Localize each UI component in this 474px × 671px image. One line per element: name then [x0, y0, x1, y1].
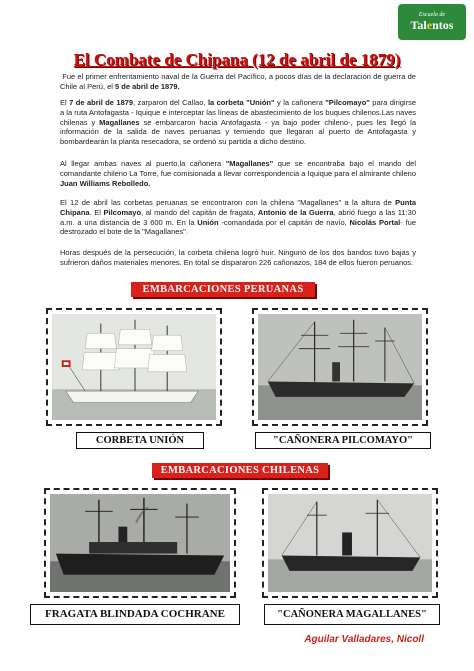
photo-fragata-cochrane: [44, 488, 236, 598]
paragraph-battle: El 12 de abril las corbetas peruanas se encontraron con la chilena "Magallanes" a la altura de Punta Chipana. El Pilcomayo, al mando del capitán de fragata, Antonio de la Guerra, abrió fuego a las 11:30 a.m. a una distancia de 3 600 m. En la Unión -comandada por el capitán de navío, Nicolás Portal- fue destrozado el bote de la "Magallanes".: [60, 198, 416, 237]
photo-canonera-magallanes: [262, 488, 438, 598]
ship-illustration-union: [52, 314, 216, 420]
caption-canonera-magallanes: "CAÑONERA MAGALLANES": [264, 604, 440, 625]
page-title: El Combate de Chipana (12 de abril de 1879): [73, 50, 401, 69]
logo-line1: Escuela de: [418, 11, 446, 18]
ship-illustration-magallanes: [268, 494, 432, 592]
paragraph-departure: El 7 de abril de 1879, zarparon del Callao, la corbeta "Unión" y la cañonera "Pilcomayo" para dirigirse a la ruta Antofagasta - Iquique e interceptar las líneas de abastecimiento de los buques chilenos.Las naves chilenas y Magallanes se embarcaron hacia Antofagasta - ya bajo poder chileno-, pues les llegó la información de la salida de naves peruanas y temiendo que llegaran al puerto de Antofagasta y bombardearán la planta resecadora, se ordenó su partida a dicho destino.: [60, 98, 417, 147]
photo-corbeta-union: [46, 308, 222, 426]
banner-peruvian-ships: EMBARCACIONES PERUANAS: [131, 282, 315, 297]
author-signature: Aguilar Valladares, Nicoll: [304, 634, 424, 645]
paragraph-arrival: Al llegar ambas naves al puerto,la cañonera "Magallanes" que se encontraba bajo el mando del comandante chileno La Torre, fue comisionada a llevar correspondencia a Iquique para el almirante chileno Juan Williams Rebolledo.: [60, 159, 417, 188]
caption-corbeta-union: CORBETA UNIÓN: [76, 432, 204, 449]
banner-chilean-ships: EMBARCACIONES CHILENAS: [152, 463, 328, 478]
caption-canonera-pilcomayo: "CAÑONERA PILCOMAYO": [255, 432, 431, 449]
logo-line2: Talentos: [410, 17, 454, 32]
ship-illustration-pilcomayo: [258, 314, 422, 420]
ship-illustration-cochrane: [50, 494, 230, 592]
caption-fragata-cochrane: FRAGATA BLINDADA COCHRANE: [30, 604, 240, 625]
photo-canonera-pilcomayo: [252, 308, 428, 426]
school-logo: [398, 4, 466, 40]
paragraph-outcome: Horas después de la persecución, la corbeta chilena logró huir. Ninguno de los dos bandos tuvo bajas y sufrieron daños materiales menores. En total se dispararon 226 cañonazos, 184 de ellos fueron peruanos.: [60, 248, 416, 267]
paragraph-intro: Fue el primer enfrentamiento naval de la Guerra del Pacífico, a pocos días de la declaración de guerra de Chile al Perú, el 5 de abril de 1879.: [60, 72, 416, 91]
